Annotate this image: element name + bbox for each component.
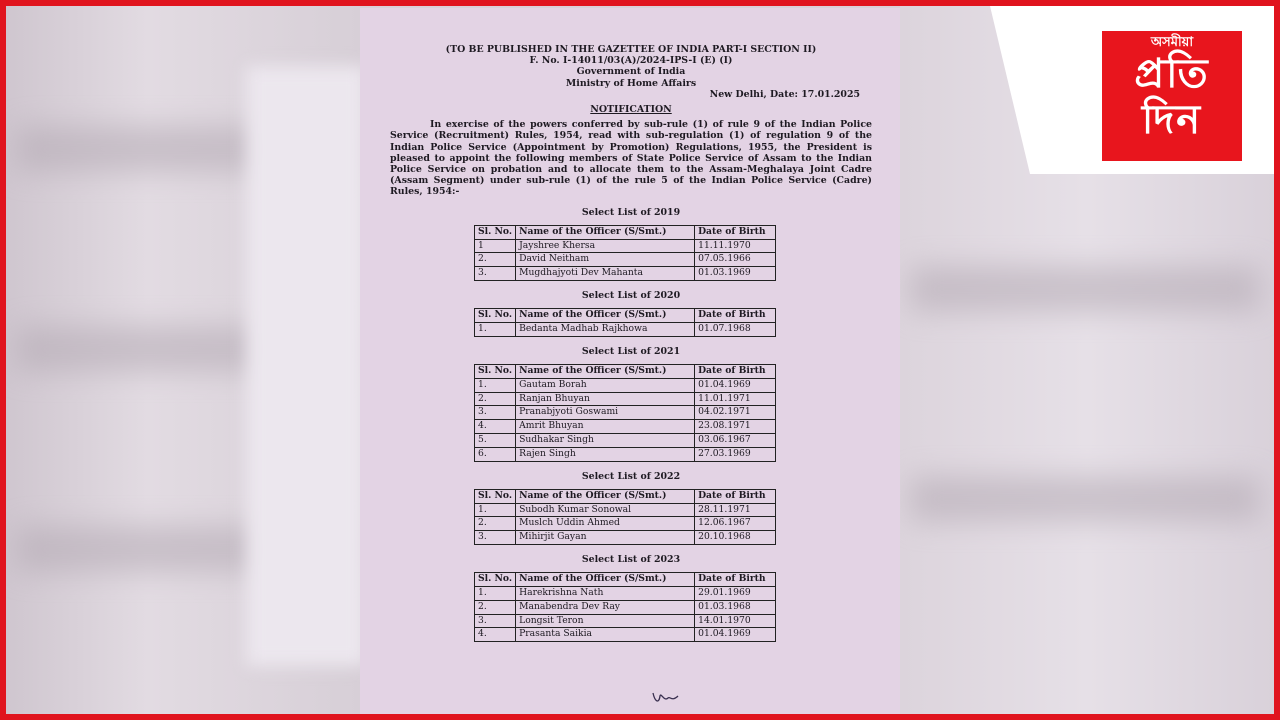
column-header-name: Name of the Officer (S/Smt.) (516, 309, 695, 323)
cell-officer-name: David Neitham (516, 253, 695, 267)
column-header-name: Name of the Officer (S/Smt.) (516, 573, 695, 587)
logo-text-top: অসমীয়া (1150, 35, 1194, 50)
select-list-title: Select List of 2023 (581, 554, 681, 565)
column-header-dob: Date of Birth (695, 225, 776, 239)
table-row (475, 323, 776, 337)
notification-body: In exercise of the powers conferred by sub-rule (1) of rule 9 of the Indian Police Service (Recruitment) Rules, 1954, read with sub-regulation (1) of regulation 9 of the Indian Police Service (Appointment by Promotion) Regulations, 1955, the President is pleased to appoint the following members of State Police Service of Assam to the Indian Police Service on probation and to allocate them to the Assam-Meghalaya Joint Cadre (Assam Segment) under sub-rule (1) of the rule 5 of the Indian Police Service (Cadre) Rules, 1954:- (390, 119, 872, 198)
table-header-row (475, 489, 776, 503)
logo-text-bottom: দিন (1141, 97, 1203, 143)
cell-sl: 5. (475, 434, 516, 448)
table-row (475, 420, 776, 434)
cell-officer-name: Prasanta Saikia (516, 628, 695, 642)
cell-date-of-birth: 01.04.1969 (695, 628, 776, 642)
cell-date-of-birth: 29.01.1969 (695, 587, 776, 601)
cell-officer-name: Subodh Kumar Sonowal (516, 503, 695, 517)
header-line-government: Government of India (576, 66, 686, 78)
cell-officer-name: Muslch Uddin Ahmed (516, 517, 695, 531)
cell-officer-name: Sudhakar Singh (516, 434, 695, 448)
logo-text-middle: প্রতি (1134, 51, 1210, 97)
blur-band (910, 476, 1260, 522)
header-line-ministry: Ministry of Home Affairs (565, 77, 697, 89)
cell-date-of-birth: 12.06.1967 (695, 517, 776, 531)
officers-table (474, 225, 776, 281)
table-row (475, 239, 776, 253)
cell-officer-name: Mugdhajyoti Dev Mahanta (516, 267, 695, 281)
logo-container (1030, 6, 1274, 174)
cell-date-of-birth: 03.06.1967 (695, 434, 776, 448)
cell-officer-name: Harekrishna Nath (516, 587, 695, 601)
cell-date-of-birth: 01.03.1969 (695, 267, 776, 281)
table-row (475, 600, 776, 614)
cell-officer-name: Ranjan Bhuyan (516, 392, 695, 406)
cell-date-of-birth: 01.07.1968 (695, 323, 776, 337)
officers-table (474, 572, 776, 642)
table-row (475, 253, 776, 267)
cell-sl: 3. (475, 267, 516, 281)
column-header-sl: Sl. No. (475, 365, 516, 379)
cell-sl: 2. (475, 600, 516, 614)
officers-table (474, 489, 776, 545)
cell-date-of-birth: 28.11.1971 (695, 503, 776, 517)
column-header-sl: Sl. No. (475, 225, 516, 239)
cell-sl: 1. (475, 503, 516, 517)
select-list-title: Select List of 2021 (581, 345, 681, 357)
cell-officer-name: Rajen Singh (516, 447, 695, 461)
cell-officer-name: Amrit Bhuyan (516, 420, 695, 434)
column-header-name: Name of the Officer (S/Smt.) (516, 365, 695, 379)
column-header-dob: Date of Birth (695, 309, 776, 323)
cell-sl: 1. (475, 587, 516, 601)
cell-sl: 3. (475, 614, 516, 628)
cell-date-of-birth: 07.05.1966 (695, 253, 776, 267)
cell-officer-name: Longsit Teron (516, 614, 695, 628)
cell-date-of-birth: 11.11.1970 (695, 239, 776, 253)
cell-sl: 1 (475, 239, 516, 253)
cell-date-of-birth: 04.02.1971 (695, 406, 776, 420)
cell-sl: 4. (475, 628, 516, 642)
table-header-row (475, 309, 776, 323)
cell-sl: 3. (475, 531, 516, 545)
blurred-background-left (6, 6, 360, 714)
table-row (475, 434, 776, 448)
column-header-sl: Sl. No. (475, 309, 516, 323)
cell-sl: 1. (475, 323, 516, 337)
blur-band (16, 326, 346, 372)
cell-officer-name: Bedanta Madhab Rajkhowa (516, 323, 695, 337)
document-header (390, 44, 872, 89)
cell-date-of-birth: 01.04.1969 (695, 378, 776, 392)
column-header-dob: Date of Birth (695, 573, 776, 587)
select-list-title: Select List of 2019 (581, 206, 681, 218)
cell-date-of-birth: 14.01.1970 (695, 614, 776, 628)
table-header-row (475, 225, 776, 239)
column-header-name: Name of the Officer (S/Smt.) (516, 489, 695, 503)
table-row (475, 392, 776, 406)
table-row (475, 503, 776, 517)
column-header-sl: Sl. No. (475, 489, 516, 503)
table-row (475, 447, 776, 461)
header-line-file-number: F. No. I-14011/03(A)/2024-IPS-I (E) (I) (529, 55, 733, 67)
officers-table (474, 364, 776, 462)
cell-officer-name: Manabendra Dev Ray (516, 600, 695, 614)
gazette-notification-document (360, 8, 900, 714)
cell-date-of-birth: 27.03.1969 (695, 447, 776, 461)
cell-sl: 1. (475, 378, 516, 392)
blur-band (16, 126, 346, 172)
cell-officer-name: Gautam Borah (516, 378, 695, 392)
table-row (475, 378, 776, 392)
column-header-name: Name of the Officer (S/Smt.) (516, 225, 695, 239)
table-header-row (475, 365, 776, 379)
table-row (475, 628, 776, 642)
cell-officer-name: Jayshree Khersa (516, 239, 695, 253)
cell-date-of-birth: 23.08.1971 (695, 420, 776, 434)
cell-sl: 6. (475, 447, 516, 461)
cell-date-of-birth: 01.03.1968 (695, 600, 776, 614)
table-header-row (475, 573, 776, 587)
cell-date-of-birth: 11.01.1971 (695, 392, 776, 406)
select-list-title: Select List of 2020 (581, 290, 681, 302)
table-row (475, 406, 776, 420)
blur-band (910, 266, 1260, 312)
column-header-dob: Date of Birth (695, 365, 776, 379)
table-row (475, 614, 776, 628)
table-row (475, 587, 776, 601)
notification-title: NOTIFICATION (590, 104, 672, 116)
officers-table (474, 308, 776, 337)
table-row (475, 517, 776, 531)
cell-sl: 4. (475, 420, 516, 434)
cell-officer-name: Mihirjit Gayan (516, 531, 695, 545)
cell-sl: 2. (475, 253, 516, 267)
column-header-sl: Sl. No. (475, 573, 516, 587)
select-lists (390, 207, 872, 643)
cell-officer-name: Pranabjyoti Goswami (516, 406, 695, 420)
cell-date-of-birth: 20.10.1968 (695, 531, 776, 545)
signature-initials (650, 690, 682, 708)
cell-sl: 2. (475, 517, 516, 531)
column-header-dob: Date of Birth (695, 489, 776, 503)
select-list-title: Select List of 2022 (581, 470, 681, 482)
cell-sl: 2. (475, 392, 516, 406)
asomiya-pratidin-logo (1102, 31, 1242, 161)
cell-sl: 3. (475, 406, 516, 420)
document-date: New Delhi, Date: 17.01.2025 (709, 88, 860, 100)
signature-mark (650, 690, 682, 706)
table-row (475, 531, 776, 545)
blur-band (16, 526, 346, 572)
table-row (475, 267, 776, 281)
header-line-gazette: (TO BE PUBLISHED IN THE GAZETTEE OF INDIA PART-I SECTION II) (445, 44, 817, 55)
